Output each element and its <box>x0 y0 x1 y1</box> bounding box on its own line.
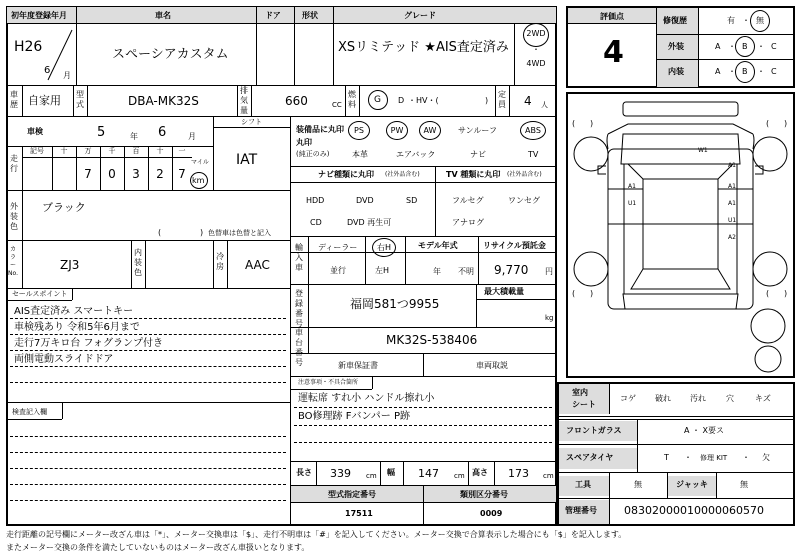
equip-abs: ABS <box>525 126 541 135</box>
interior-sheet-label-2: シート <box>572 400 596 409</box>
sheet-ana: 穴 <box>726 394 734 403</box>
mileage-unit-label: 万 <box>84 147 92 155</box>
displacement-value: 660 <box>285 94 308 108</box>
length-unit: cm <box>366 472 377 480</box>
shift-label: シフト <box>241 118 262 126</box>
exterior-rating-label: 外装 <box>668 42 684 51</box>
usage-value: 自家用 <box>28 94 61 107</box>
fuel-d: D <box>398 96 405 105</box>
inspection-label: 車検 <box>27 127 43 136</box>
sales-points-label: セールスポイント <box>12 290 68 298</box>
spare-t: T <box>664 453 669 462</box>
bracket-br-close: ) <box>784 289 788 298</box>
plate-value: 福岡581つ9955 <box>350 297 440 311</box>
import-parallel: 並行 <box>330 266 346 275</box>
mile-label: マイル <box>191 159 209 166</box>
footer-line-2: またメーター交換の条件を満たしていないものはメーター改ざん車扱いとなります。 <box>6 543 310 552</box>
sheet-koge: コゲ <box>620 394 636 403</box>
displacement-unit: CC <box>332 101 342 109</box>
mark-w1: W1 <box>698 147 708 154</box>
sheet-kizu: キズ <box>755 394 771 403</box>
main-sheet <box>6 6 557 526</box>
drive-2wd: 2WD <box>526 29 546 38</box>
notes-line-1: 運転席 すれ小 ハンドル擦れ小 <box>298 393 435 404</box>
handle-right: 右H <box>376 243 391 252</box>
mileage-digit: 3 <box>132 167 140 181</box>
tv-analog: アナログ <box>452 218 484 227</box>
sheet-yabure: 破れ <box>655 394 671 403</box>
mileage-unit-label: 百 <box>132 147 140 155</box>
usage-label: 車歴 <box>10 90 18 109</box>
equipment-label-2: 丸印 <box>296 138 312 147</box>
tv-sub: (社外品含む) <box>507 171 542 178</box>
sales-line-3: 走行7万キロ台 フォグランプ付き <box>14 338 164 349</box>
mileage-unit-label: 一 <box>178 147 186 155</box>
mileage-digit: 7 <box>178 167 186 181</box>
interior-color-label: 内装色 <box>134 248 142 277</box>
management-value: 08302000010000060570 <box>624 504 764 517</box>
int-dot-1: ・ <box>728 67 736 76</box>
spare-tire-label: スペアタイヤ <box>566 453 614 462</box>
inspection-month: 6 <box>158 125 167 140</box>
height-label: 高さ <box>472 468 488 477</box>
mark-u1-right: U1 <box>728 217 737 224</box>
mark-a1-right-1: A1 <box>728 183 736 190</box>
equipment-sub: (純正のみ) <box>296 150 330 158</box>
rating-label: 評価点 <box>600 12 624 21</box>
tv-label: TV 種類に丸印 <box>446 170 501 179</box>
ext-dot-1: ・ <box>728 42 736 51</box>
management-label: 管理番号 <box>565 506 597 515</box>
tools-value: 無 <box>634 480 642 489</box>
ext-grade-b: B <box>742 42 748 51</box>
bracket-tl-close: ) <box>590 119 594 128</box>
equip-ps: PS <box>354 126 364 135</box>
bracket-bl-close: ) <box>590 289 594 298</box>
class-label: 類別区分番号 <box>460 490 508 499</box>
notes-line-2: BO修理跡 Fバンパー P跡 <box>298 411 410 422</box>
equipment-label: 装備品に丸印 <box>296 125 344 134</box>
drive-dot: ・ <box>532 45 540 54</box>
navi-label: ナビ種類に丸印 <box>318 170 374 179</box>
recycle-value: 9,770 <box>494 263 529 277</box>
int-grade-c: C <box>771 67 777 76</box>
rating-score: 4 <box>603 35 624 70</box>
chassis-value: MK32S-538406 <box>386 333 478 347</box>
exterior-note-open: ( <box>158 228 162 237</box>
car-diagram <box>568 94 793 376</box>
registration-label: 登録番号 <box>295 289 303 328</box>
width-unit: cm <box>454 472 465 480</box>
type-label: 型式指定番号 <box>328 490 376 499</box>
exterior-note-close: ) <box>200 228 204 237</box>
sales-line-1: AIS査定済み スマートキー <box>14 306 134 317</box>
mileage-unit-label: 十 <box>156 147 164 155</box>
new-warranty: 新車保証書 <box>338 361 378 370</box>
inspection-year-unit: 年 <box>130 132 138 141</box>
repair-yes: 有 <box>727 16 735 25</box>
windshield-label: フロントガラス <box>566 426 622 435</box>
interior-rating-label: 内装 <box>668 67 684 76</box>
int-dot-2: ・ <box>757 67 765 76</box>
class-value: 0009 <box>480 509 503 518</box>
jack-label: ジャッキ <box>676 480 708 489</box>
sales-line-2: 車検残あり 令和5年6月まで <box>14 322 140 333</box>
navi-cd: CD <box>310 218 322 227</box>
recycle-label: リサイクル預託金 <box>483 241 546 250</box>
mileage-digit: 2 <box>156 167 164 181</box>
width-value: 147 <box>418 467 439 480</box>
fuel-close: ) <box>485 96 489 105</box>
recycle-unit: 円 <box>545 267 553 276</box>
type-value: 17511 <box>345 509 373 518</box>
bracket-br: ( <box>766 289 770 298</box>
displacement-label: 排気量 <box>240 86 248 115</box>
color-code-label: カラーNo. <box>8 246 18 277</box>
width-label: 幅 <box>387 468 395 477</box>
length-value: 339 <box>330 467 351 480</box>
model-value: DBA-MK32S <box>128 94 199 108</box>
inspection-log-label: 検査記入欄 <box>12 408 47 416</box>
ac-value: AAC <box>245 258 270 272</box>
spare-kit: 修理 KIT <box>700 454 728 462</box>
spare-none: 欠 <box>762 453 770 462</box>
model-label: 型式 <box>76 90 84 109</box>
drive-4wd: 4WD <box>526 59 546 68</box>
color-code-value: ZJ3 <box>60 258 80 272</box>
month-value: 6 <box>44 65 51 76</box>
fuel-label: 燃料 <box>348 90 356 109</box>
vehicle-manual: 車両取説 <box>476 361 508 370</box>
bracket-tl: ( <box>572 119 576 128</box>
equip-leather: 本革 <box>352 150 368 159</box>
header-row <box>7 7 556 24</box>
equip-navi: ナビ <box>470 150 486 159</box>
ext-dot-2: ・ <box>757 42 765 51</box>
tv-fullseg: フルセグ <box>452 196 484 205</box>
equip-pw: PW <box>390 126 404 135</box>
max-load-unit: kg <box>545 314 554 322</box>
bracket-tr: ( <box>766 119 770 128</box>
shift-value: IAT <box>236 152 258 168</box>
mileage-digit: 7 <box>84 167 92 181</box>
length-label: 長さ <box>296 468 312 477</box>
grade-value: XSリミテッド ★AIS査定済み <box>338 40 509 55</box>
exterior-color-value: ブラック <box>42 201 86 214</box>
ext-grade-a: A <box>715 42 721 51</box>
notes-label: 注意事項・不具合箇所 <box>298 379 359 386</box>
navi-hdd: HDD <box>306 196 325 205</box>
import-dealer: ディーラー <box>318 243 358 252</box>
int-grade-a: A <box>715 67 721 76</box>
year-unknown: 不明 <box>458 267 474 276</box>
mileage-unit-label: 記号 <box>30 147 44 155</box>
mark-a1-right-2: A1 <box>728 200 736 207</box>
ac-label: 冷房 <box>216 252 224 271</box>
grade-label: グレード <box>404 11 436 20</box>
tools-label: 工具 <box>575 480 591 489</box>
repair-no: 無 <box>756 16 764 25</box>
fuel-hv: ・HV・( <box>408 96 439 105</box>
inspection-year: 5 <box>97 125 106 140</box>
equip-aw: AW <box>423 126 437 135</box>
navi-sd: SD <box>406 196 418 205</box>
bracket-tr-close: ) <box>784 119 788 128</box>
equip-airbag: エアバック <box>396 150 436 159</box>
spare-dot-1: ・ <box>684 453 692 462</box>
jack-value: 無 <box>740 480 748 489</box>
exterior-note: 色替車は色替と記入 <box>208 229 271 237</box>
mileage-unit-label: 十 <box>60 147 68 155</box>
mark-a1-left: A1 <box>628 183 636 190</box>
reg-year-label: 初年度登録年月 <box>11 11 67 20</box>
windshield-value: A ・ X要ス <box>684 426 725 435</box>
equip-sunroof: サンルーフ <box>458 126 497 135</box>
max-load-label: 最大積載量 <box>484 287 524 296</box>
sheet-yogore: 汚れ <box>690 394 706 403</box>
fuel-g: G <box>374 95 381 105</box>
repair-dot: ・ <box>742 16 750 25</box>
model-year-label: モデル年式 <box>418 241 458 250</box>
int-grade-b: B <box>742 67 748 76</box>
repair-label: 修復歴 <box>663 16 687 25</box>
km-label: km <box>192 176 205 185</box>
navi-dvd: DVD <box>356 196 374 205</box>
spare-dot-2: ・ <box>742 453 750 462</box>
capacity-value: 4 <box>524 94 532 108</box>
ext-grade-c: C <box>771 42 777 51</box>
mark-a1-front-right: A1 <box>728 162 736 169</box>
equip-tv: TV <box>528 150 539 159</box>
interior-sheet-label-1: 室内 <box>572 388 588 397</box>
capacity-unit: 人 <box>541 101 548 109</box>
chassis-label: 車台番号 <box>295 328 303 367</box>
mileage-digit: 0 <box>108 167 116 181</box>
inspection-month-unit: 月 <box>188 132 196 141</box>
car-name-label: 車名 <box>155 11 171 20</box>
height-unit: cm <box>543 472 554 480</box>
tv-oneseg: ワンセグ <box>508 196 540 205</box>
bracket-bl: ( <box>572 289 576 298</box>
mileage-unit-label: 千 <box>108 147 116 155</box>
import-label: 輸入車 <box>295 243 303 272</box>
footer-line-1: 走行距離の記号欄にメーター改ざん車は「*」、メーター交換車は「$」、走行不明車は「#」を記入してください。メーター交換で合算表示した場合にも「$」を記入します。 <box>6 530 627 539</box>
shape-label: 形状 <box>302 11 318 20</box>
era-year: H26 <box>14 39 43 55</box>
mark-u1-left: U1 <box>628 200 637 207</box>
car-name: スペーシアカスタム <box>112 47 229 62</box>
exterior-color-label: 外装色 <box>10 202 18 231</box>
capacity-label: 定員 <box>498 90 506 109</box>
year-unit: 年 <box>433 267 441 276</box>
door-label: ドア <box>265 11 281 20</box>
sales-line-4: 両側電動スライドドア <box>14 354 114 365</box>
mark-a2: A2 <box>728 234 736 241</box>
navi-sub: (社外品含む) <box>385 171 420 178</box>
month-unit: 月 <box>63 71 71 80</box>
mileage-label: 走行 <box>10 154 18 173</box>
navi-dvd-play: DVD 再生可 <box>347 218 392 227</box>
height-value: 173 <box>508 467 529 480</box>
handle-left: 左H <box>375 266 390 275</box>
